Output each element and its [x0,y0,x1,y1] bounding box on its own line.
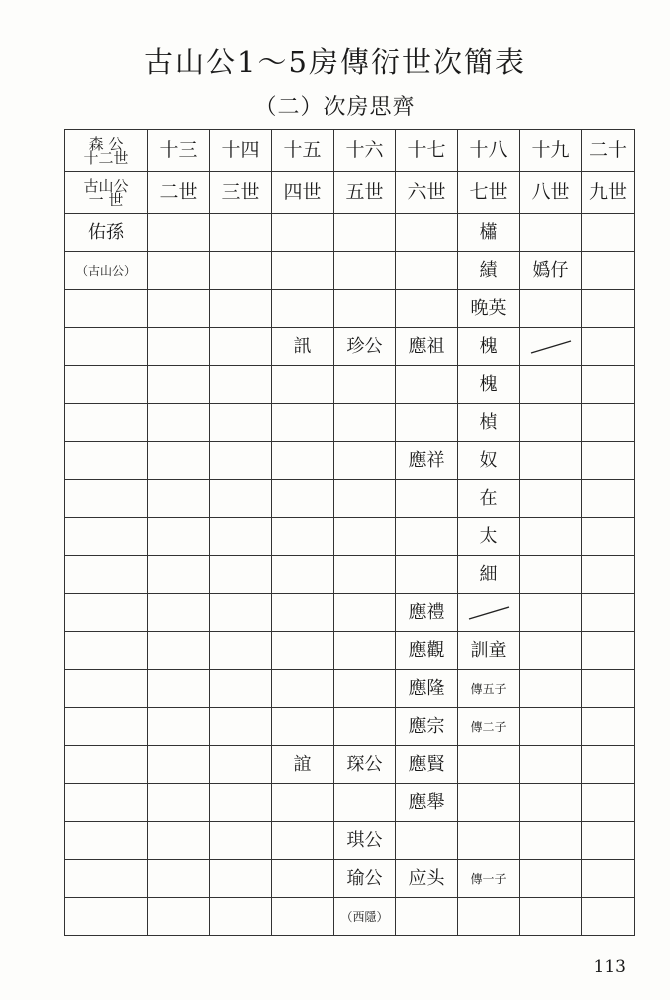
page-subtitle: （二）次房思齊 [254,95,416,120]
table-cell [458,746,520,784]
table-cell [582,860,635,898]
table-cell [520,670,582,708]
table-cell [148,328,210,366]
table-cell [210,290,272,328]
table-cell: 訊 [272,328,334,366]
table-row [65,784,635,822]
table-cell [210,442,272,480]
header-cell: 三世 [210,172,272,214]
table-cell [272,594,334,632]
table-cell [148,442,210,480]
table-cell [210,708,272,746]
table-cell [582,556,635,594]
header-cell: 五世 [334,172,396,214]
table-row [65,480,635,518]
header-text: 一 世 [88,190,124,209]
header-cell: 十九 [520,130,582,172]
header-cell: 九世 [582,172,635,214]
table-cell [582,252,635,290]
table-cell [458,898,520,936]
table-cell [520,214,582,252]
table-cell [65,632,148,670]
table-cell [65,328,148,366]
table-cell [334,214,396,252]
table-cell [148,594,210,632]
header-row-generation-gushan [65,172,635,214]
table-cell [148,518,210,556]
table-cell [520,518,582,556]
header-cell: 四世 [272,172,334,214]
table-cell: 珍公 [334,328,396,366]
table-row [65,328,635,366]
table-cell [520,290,582,328]
table-cell [396,214,458,252]
table-cell [272,898,334,936]
table-cell [582,746,635,784]
table-cell [65,556,148,594]
table-cell [520,898,582,936]
table-row [65,518,635,556]
table-cell [65,860,148,898]
header-cell: 十五 [272,130,334,172]
table-cell [148,366,210,404]
table-cell [582,442,635,480]
table-cell [272,518,334,556]
table-cell [210,518,272,556]
table-cell [210,898,272,936]
header-row-generation-sen [65,130,635,172]
table-cell [396,822,458,860]
table-cell [582,518,635,556]
table-cell [396,556,458,594]
table-cell [396,404,458,442]
table-cell: 應宗 [396,708,458,746]
table-cell [272,366,334,404]
table-cell [272,670,334,708]
table-row [65,708,635,746]
table-cell: 太 [458,518,520,556]
header-text: 十二世 [83,148,129,167]
table-cell [210,404,272,442]
table-cell [148,784,210,822]
table-cell [148,214,210,252]
table-cell [210,556,272,594]
table-cell [272,442,334,480]
header-cell-sen [65,130,148,172]
table-cell [148,898,210,936]
table-cell [520,594,582,632]
table-cell-dash [520,328,582,366]
table-cell: 傳五子 [458,670,520,708]
header-cell: 十三 [148,130,210,172]
table-cell [65,784,148,822]
table-cell: 傳二子 [458,708,520,746]
header-cell: 二世 [148,172,210,214]
table-cell [148,252,210,290]
table-cell [520,366,582,404]
table-cell [210,632,272,670]
table-cell [210,822,272,860]
table-row [65,442,635,480]
table-cell [210,480,272,518]
header-cell: 八世 [520,172,582,214]
table-row [65,214,635,252]
page-title: 古山公1～5房傳衍世次簡表 [144,45,526,79]
table-cell [65,594,148,632]
table-cell: 晚英 [458,290,520,328]
table-cell [582,290,635,328]
table-cell: 奴 [458,442,520,480]
table-cell [520,556,582,594]
table-cell: 應觀 [396,632,458,670]
header-cell: 十八 [458,130,520,172]
table-cell [272,290,334,328]
table-cell: 槐 [458,366,520,404]
table-cell [334,252,396,290]
table-cell [582,822,635,860]
table-cell [65,746,148,784]
header-cell-gushan [65,172,148,214]
table-cell [272,252,334,290]
table-cell [582,214,635,252]
table-cell [148,708,210,746]
table-cell [65,670,148,708]
table-cell [334,670,396,708]
header-cell: 十四 [210,130,272,172]
table-cell [334,480,396,518]
table-cell [520,746,582,784]
table-cell [272,822,334,860]
table-cell [210,594,272,632]
table-cell [148,860,210,898]
table-cell [334,518,396,556]
table-cell [65,518,148,556]
header-cell: 六世 [396,172,458,214]
table-cell [272,708,334,746]
table-cell [65,708,148,746]
table-cell [582,670,635,708]
table-cell [272,404,334,442]
table-cell [334,784,396,822]
table-cell [334,404,396,442]
table-cell [520,822,582,860]
table-cell: （古山公） [65,252,148,290]
table-cell [582,784,635,822]
table-cell [334,632,396,670]
table-cell [148,746,210,784]
table-row [65,252,635,290]
table-cell [334,290,396,328]
table-cell [520,860,582,898]
table-cell: （西隱） [334,898,396,936]
table-cell [65,822,148,860]
dash-line-icon [466,605,512,621]
table-cell [210,860,272,898]
table-cell [582,366,635,404]
table-cell: 訓童 [458,632,520,670]
table-cell: 槐 [458,328,520,366]
table-cell: 琛公 [334,746,396,784]
table-cell [272,214,334,252]
table-cell: 應舉 [396,784,458,822]
table-cell [396,366,458,404]
header-cell: 七世 [458,172,520,214]
table-cell [210,746,272,784]
table-cell: 楨 [458,404,520,442]
table-cell [148,822,210,860]
dash-line-icon [528,339,574,355]
table-cell [334,366,396,404]
table-cell [272,480,334,518]
table-row [65,594,635,632]
table-cell [334,708,396,746]
table-cell [396,290,458,328]
header-text: 森 公 [88,134,124,153]
table-cell [520,708,582,746]
table-cell [272,632,334,670]
table-cell [65,898,148,936]
table-cell [210,328,272,366]
table-row [65,366,635,404]
table-cell [148,556,210,594]
table-row [65,290,635,328]
table-cell [520,442,582,480]
table-cell: 櫹 [458,214,520,252]
table-row [65,632,635,670]
table-cell [582,328,635,366]
header-cell: 十七 [396,130,458,172]
page-number: 113 [593,957,626,977]
table-cell: 應隆 [396,670,458,708]
table-cell [148,632,210,670]
table-cell [272,556,334,594]
table-row [65,556,635,594]
table-cell [272,784,334,822]
table-cell [65,366,148,404]
table-cell [65,290,148,328]
table-row [65,860,635,898]
table-row [65,670,635,708]
table-cell [210,214,272,252]
table-cell [65,480,148,518]
table-cell [334,442,396,480]
table-cell: 細 [458,556,520,594]
table-cell: 應祥 [396,442,458,480]
table-cell: 在 [458,480,520,518]
table-cell: 應賢 [396,746,458,784]
table-cell [148,290,210,328]
lineage-table [64,129,635,936]
table-cell [65,442,148,480]
table-cell [582,480,635,518]
table-cell [520,784,582,822]
table-cell [520,404,582,442]
table-cell [582,632,635,670]
table-cell: 應祖 [396,328,458,366]
table-cell [396,480,458,518]
table-cell [210,252,272,290]
table-cell: 應禮 [396,594,458,632]
table-row [65,404,635,442]
table-row [65,746,635,784]
table-cell [396,518,458,556]
table-cell: 誼 [272,746,334,784]
table-cell [458,822,520,860]
table-cell [148,670,210,708]
table-cell [582,898,635,936]
table-cell [396,898,458,936]
header-cell: 十六 [334,130,396,172]
table-cell [520,480,582,518]
table-row [65,822,635,860]
table-cell [148,404,210,442]
table-cell [65,404,148,442]
table-cell [334,594,396,632]
table-cell [520,632,582,670]
table-cell: 嬀仔 [520,252,582,290]
header-text: 古山公 [83,176,129,195]
table-cell [210,366,272,404]
table-cell [334,556,396,594]
header-cell: 二十 [582,130,635,172]
table-cell [396,252,458,290]
table-cell [582,594,635,632]
table-cell [210,670,272,708]
table-cell [458,784,520,822]
table-cell: 佑孫 [65,214,148,252]
table-cell [272,860,334,898]
table-cell [210,784,272,822]
table-row [65,898,635,936]
table-cell: 应头 [396,860,458,898]
table-cell: 琪公 [334,822,396,860]
table-cell: 瑜公 [334,860,396,898]
table-cell: 績 [458,252,520,290]
table-cell [148,480,210,518]
table-cell: 傳一子 [458,860,520,898]
table-cell [582,404,635,442]
table-cell-dash [458,594,520,632]
table-cell [582,708,635,746]
